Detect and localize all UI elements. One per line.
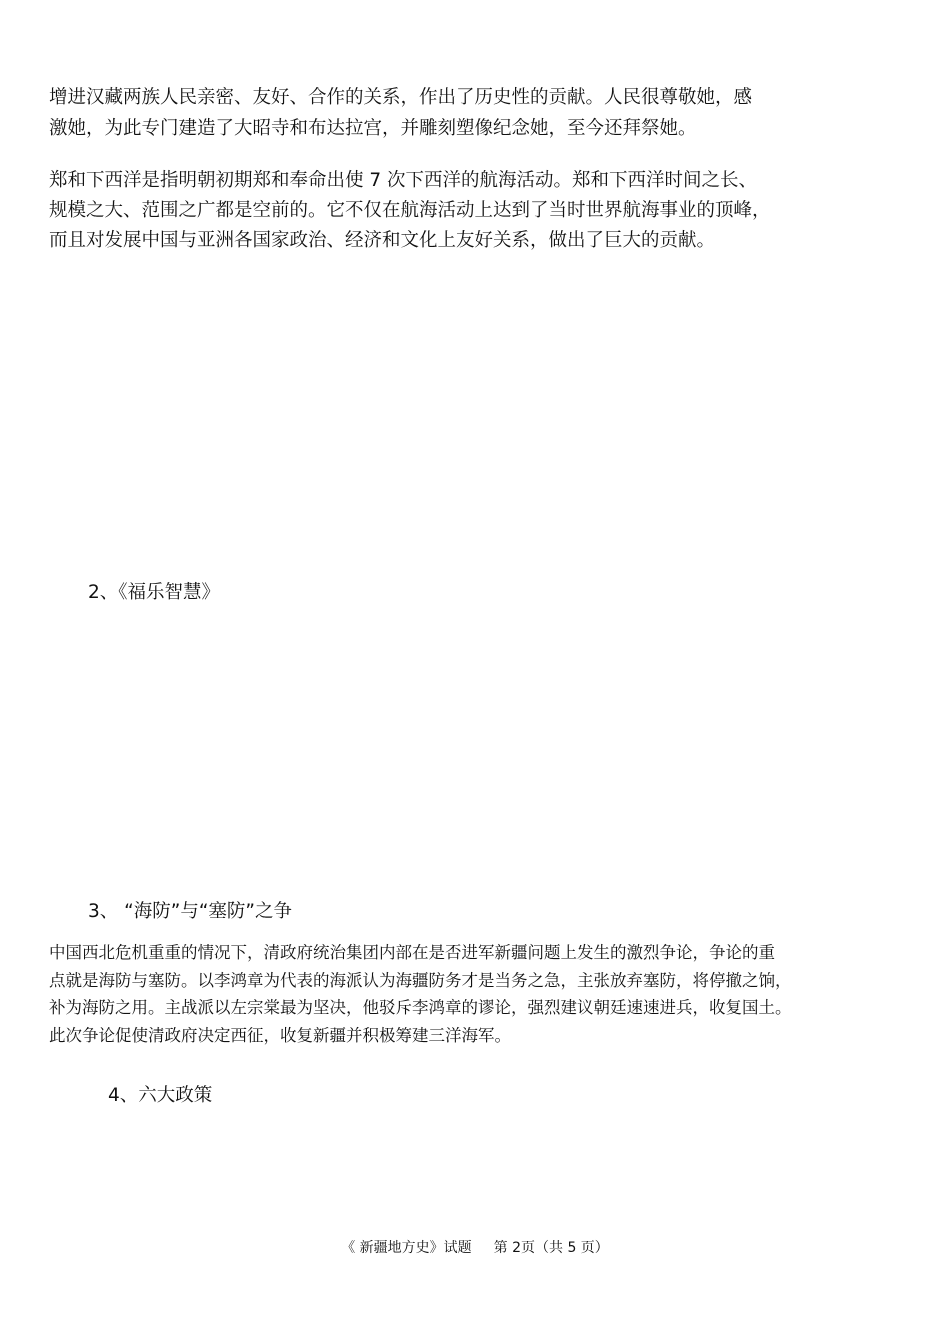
exam-title: 《 新疆地方史》试题: [341, 1240, 472, 1256]
paragraph-wencheng: [49, 82, 849, 144]
paragraph-line: 中国西北危机重重的情况下，清政府统治集团内部在是否进军新疆问题上发生的激烈争论，争论的重: [49, 943, 775, 962]
page-footer: [0, 1237, 950, 1257]
paragraph-line: 激她，为此专门建造了大昭寺和布达拉宫，并雕刻塑像纪念她，至今还拜祭她。: [49, 118, 697, 139]
question-heading-4: 4、六大政策: [108, 1085, 213, 1106]
question-heading-3: 3、 “海防”与“塞防”之争: [88, 901, 292, 922]
paragraph-zhenghe: [49, 166, 849, 256]
paragraph-line: 郑和下西洋是指明朝初期郑和奉命出使 7 次下西洋的航海活动。郑和下西洋时间之长、: [49, 170, 758, 191]
paragraph-line: 规模之大、范围之广都是空前的。它不仅在航海活动上达到了当时世界航海事业的顶峰，: [49, 200, 771, 221]
paragraph-haifang-saifang: [49, 939, 849, 1049]
paragraph-line: 而且对发展中国与亚洲各国家政治、经济和文化上友好关系，做出了巨大的贡献。: [49, 230, 716, 251]
paragraph-line: 增进汉藏两族人民亲密、友好、合作的关系，作出了历史性的贡献。人民很尊敬她，感: [49, 87, 753, 108]
paragraph-line: 补为海防之用。主战派以左宗棠最为坚决，他驳斥李鸿章的谬论，强烈建议朝廷速速进兵，收复国土。: [49, 998, 792, 1017]
paragraph-line: 点就是海防与塞防。以李鸿章为代表的海派认为海疆防务才是当务之急，主张放弃塞防，将停撤之饷，: [49, 970, 792, 990]
page-number: 第 2页（共 5 页）: [493, 1240, 609, 1256]
paragraph-line: 此次争论促使清政府决定西征，收复新疆并积极筹建三洋海军。: [49, 1025, 511, 1045]
question-heading-2: 2、《福乐智慧》: [88, 582, 221, 603]
